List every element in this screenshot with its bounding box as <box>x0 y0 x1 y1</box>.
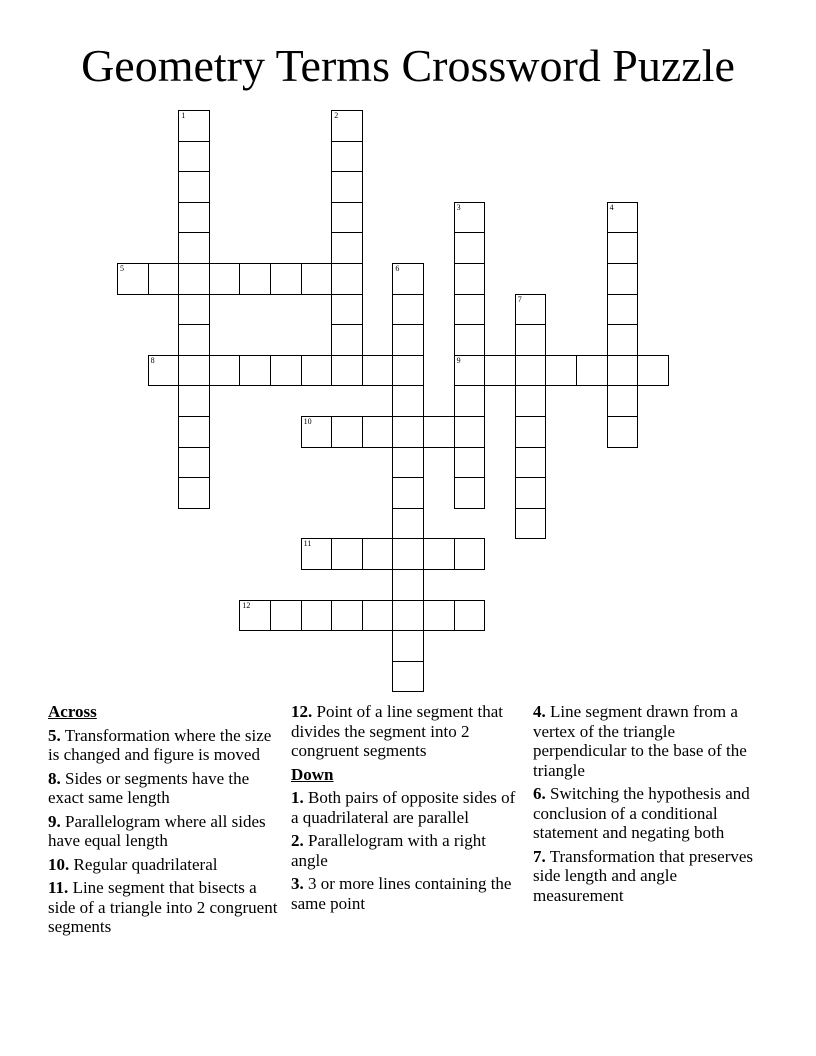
grid-cell[interactable] <box>423 416 455 448</box>
clue-number-label: 7 <box>517 294 522 304</box>
clues-column-2 <box>291 702 527 917</box>
grid-cell[interactable] <box>239 600 271 632</box>
grid-cell[interactable] <box>178 232 210 264</box>
clue-number-label: 10 <box>303 417 312 426</box>
grid-cell[interactable] <box>270 263 302 295</box>
down-heading: Down <box>291 764 334 784</box>
grid-cell[interactable] <box>392 600 424 632</box>
grid-cell[interactable] <box>331 110 363 142</box>
grid-cell[interactable] <box>178 416 210 448</box>
grid-cell[interactable] <box>607 232 639 264</box>
grid-cell[interactable] <box>301 538 333 570</box>
across-clue-10: 10. Regular quadrilateral <box>48 854 218 874</box>
across-clue-11: 11. Line segment that bisects a side of a triangle into 2 congruent segments <box>48 878 278 936</box>
grid-cell[interactable] <box>392 508 424 540</box>
grid-cell[interactable] <box>392 538 424 570</box>
grid-cell[interactable] <box>148 355 180 387</box>
across-clue-12: 12. Point of a line segment that divides the segment into 2 congruent segments <box>291 702 503 760</box>
grid-cell[interactable] <box>607 355 639 387</box>
grid-cell[interactable] <box>270 355 302 387</box>
grid-cell[interactable] <box>178 110 210 142</box>
grid-cell[interactable] <box>392 661 424 693</box>
down-clue-7: 7. Transformation that preserves side length and angle measurement <box>533 846 754 905</box>
grid-cell[interactable] <box>454 355 486 387</box>
grid-cell[interactable] <box>607 263 639 295</box>
clue-number-label: 9 <box>456 355 461 365</box>
grid-cell[interactable] <box>178 447 210 479</box>
grid-cell[interactable] <box>301 416 333 448</box>
clue-number-label: 5 <box>120 264 124 273</box>
grid-cell[interactable] <box>331 171 363 203</box>
grid-cell[interactable] <box>362 416 394 448</box>
grid-cell[interactable] <box>362 355 394 387</box>
grid-cell[interactable] <box>454 263 486 295</box>
grid-cell[interactable] <box>117 263 149 295</box>
grid-cell[interactable] <box>423 538 455 570</box>
grid-cell[interactable] <box>239 263 271 295</box>
grid-cell[interactable] <box>331 141 363 173</box>
grid-cell[interactable] <box>576 355 608 387</box>
grid-cell[interactable] <box>454 538 486 570</box>
grid-cell[interactable] <box>209 355 241 387</box>
down-clue-6: 6. Switching the hypothesis and conclusion of a conditional statement and negating both <box>533 784 750 842</box>
across-heading: Across <box>48 702 97 721</box>
grid-cell[interactable] <box>515 447 547 479</box>
across-clue-8: 8. Sides or segments have the exact same length <box>48 768 250 807</box>
grid-cell[interactable] <box>454 416 486 448</box>
grid-cell[interactable] <box>392 630 424 662</box>
grid-cell[interactable] <box>423 600 455 632</box>
grid-cell[interactable] <box>392 263 424 295</box>
grid-cell[interactable] <box>607 385 639 417</box>
down-clue-3: 3. 3 or more lines containing the same point <box>291 874 512 913</box>
clue-number-label: 6 <box>395 264 400 273</box>
grid-cell[interactable] <box>607 202 639 234</box>
grid-cell[interactable] <box>331 416 363 448</box>
clue-number-label: 11 <box>303 539 312 549</box>
grid-cell[interactable] <box>454 294 486 326</box>
grid-cell[interactable] <box>331 355 363 387</box>
grid-cell[interactable] <box>301 600 333 632</box>
grid-cell[interactable] <box>454 324 486 356</box>
grid-cell[interactable] <box>454 232 486 264</box>
down-clue-4: 4. Line segment drawn from a vertex of the triangle perpendicular to the base of the triangle <box>533 702 747 780</box>
grid-cell[interactable] <box>515 477 547 509</box>
clues-column-1 <box>48 702 284 941</box>
grid-cell[interactable] <box>362 600 394 632</box>
grid-cell[interactable] <box>454 600 486 632</box>
grid-cell[interactable] <box>148 263 180 295</box>
grid-cell[interactable] <box>515 324 547 356</box>
grid-cell[interactable] <box>331 600 363 632</box>
grid-cell[interactable] <box>331 294 363 326</box>
grid-cell[interactable] <box>545 355 577 387</box>
grid-cell[interactable] <box>515 294 547 326</box>
grid-cell[interactable] <box>301 355 333 387</box>
grid-cell[interactable] <box>178 324 210 356</box>
grid-cell[interactable] <box>392 385 424 417</box>
clues-column-3 <box>533 702 769 909</box>
grid-cell[interactable] <box>392 416 424 448</box>
grid-cell[interactable] <box>331 538 363 570</box>
grid-cell[interactable] <box>392 294 424 326</box>
grid-cell[interactable] <box>178 294 210 326</box>
grid-cell[interactable] <box>392 477 424 509</box>
grid-cell[interactable] <box>392 569 424 601</box>
grid-cell[interactable] <box>178 263 210 295</box>
puzzle-title: Geometry Terms Crossword Puzzle <box>81 40 735 91</box>
grid-cell[interactable] <box>515 416 547 448</box>
grid-cell[interactable] <box>331 324 363 356</box>
clue-number-label: 4 <box>609 202 614 212</box>
grid-cell[interactable] <box>239 355 271 387</box>
grid-cell[interactable] <box>178 171 210 203</box>
clue-number-label: 8 <box>150 355 155 365</box>
grid-cell[interactable] <box>178 385 210 417</box>
grid-cell[interactable] <box>484 355 516 387</box>
grid-cell[interactable] <box>607 416 639 448</box>
clue-number-label: 12 <box>242 600 251 610</box>
grid-cell[interactable] <box>301 263 333 295</box>
grid-cell[interactable] <box>392 447 424 479</box>
grid-cell[interactable] <box>178 477 210 509</box>
down-clue-2: 2. Parallelogram with a right angle <box>291 831 486 870</box>
grid-cell[interactable] <box>515 385 547 417</box>
grid-cell[interactable] <box>392 324 424 356</box>
clue-number-label: 3 <box>456 202 461 212</box>
grid-cell[interactable] <box>637 355 669 387</box>
grid-cell[interactable] <box>607 294 639 326</box>
grid-cell[interactable] <box>515 355 547 387</box>
grid-cell[interactable] <box>362 538 394 570</box>
grid-cell[interactable] <box>454 202 486 234</box>
down-clue-1: 1. Both pairs of opposite sides of a quadrilateral are parallel <box>291 788 516 827</box>
grid-cell[interactable] <box>454 447 486 479</box>
clue-number-label: 1 <box>181 111 186 120</box>
grid-cell[interactable] <box>515 508 547 540</box>
grid-cell[interactable] <box>454 477 486 509</box>
grid-cell[interactable] <box>178 355 210 387</box>
grid-cell[interactable] <box>178 141 210 173</box>
grid-cell[interactable] <box>454 385 486 417</box>
grid-cell[interactable] <box>209 263 241 295</box>
grid-cell[interactable] <box>607 324 639 356</box>
grid-cell[interactable] <box>270 600 302 632</box>
across-clue-5: 5. Transformation where the size is changed and figure is moved <box>48 725 272 764</box>
clue-number-label: 2 <box>334 111 339 120</box>
across-clue-9: 9. Parallelogram where all sides have equal length <box>48 811 266 850</box>
grid-cell[interactable] <box>331 202 363 234</box>
grid-cell[interactable] <box>331 232 363 264</box>
grid-cell[interactable] <box>178 202 210 234</box>
grid-cell[interactable] <box>392 355 424 387</box>
grid-cell[interactable] <box>331 263 363 295</box>
